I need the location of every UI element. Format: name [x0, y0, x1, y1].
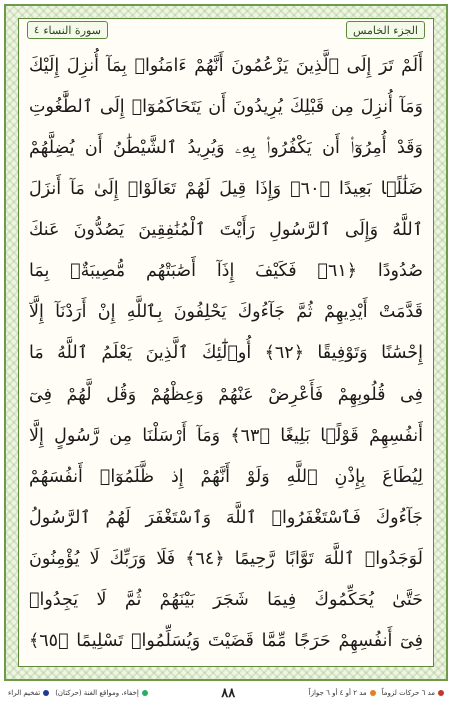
legend-item: مد ٦ حركات لزوماً	[382, 689, 444, 697]
page-frame	[4, 4, 448, 681]
text-line: فِىٓ أَنفُسِهِمْ حَرَجًا مِّمَّا قَضَيْتَ وَيُسَلِّمُوا۟ تَسْلِيمًا ﴿٦٥﴾	[29, 630, 423, 651]
quran-text	[29, 47, 423, 660]
text-line: أَلَمْ تَرَ إِلَى ٱلَّذِينَ يَزْعُمُونَ أَنَّهُمْ ءَامَنُوا۟ بِمَآ أُنزِلَ إِلَيْكَ	[29, 56, 423, 76]
legend-item: مد ٢ أو ٤ أو ٦ جوازاً	[309, 689, 376, 697]
page-footer	[4, 683, 448, 703]
text-line: إِحْسَٰنًا وَتَوْفِيقًا ﴿٦٢﴾ أُو۟لَٰٓئِكَ ٱلَّذِينَ يَعْلَمُ ٱللَّهُ مَا	[29, 343, 423, 364]
text-line: جَآءُوكَ فَٱسْتَغْفَرُوا۟ ٱللَّهَ وَٱسْتَغْفَرَ لَهُمُ ٱلرَّسُولُ	[29, 507, 423, 528]
surah-name: سورة النساء	[43, 23, 101, 37]
text-line: صُدُودًا ﴿٦١﴾ فَكَيْفَ إِذَآ أَصَٰبَتْهُم مُّصِيبَةٌۢ بِمَا	[29, 261, 423, 282]
legend-dot	[370, 690, 376, 696]
page-header	[19, 19, 433, 41]
tajweed-legend-right	[309, 689, 444, 697]
text-line: وَقَدْ أُمِرُوٓا۟ أَن يَكْفُرُوا۟ بِهِۦ وَيُرِيدُ ٱلشَّيْطَٰنُ أَن يُضِلَّهُمْ	[29, 138, 423, 159]
text-line: قَدَّمَتْ أَيْدِيهِمْ ثُمَّ جَآءُوكَ يَحْلِفُونَ بِٱللَّهِ إِنْ أَرَدْنَآ إِلَّآ	[29, 302, 423, 323]
juz-label	[346, 21, 425, 39]
text-line: أَنفُسِهِمْ قَوْلًۢا بَلِيغًا ﴿٦٣﴾ وَمَآ أَرْسَلْنَا مِن رَّسُولٍ إِلَّا	[29, 425, 423, 446]
legend-dot	[142, 690, 148, 696]
text-line: ضَلَٰلًۢا بَعِيدًا ﴿٦٠﴾ وَإِذَا قِيلَ لَهُمْ تَعَالَوْا۟ إِلَىٰ مَآ أَنزَلَ	[29, 179, 423, 200]
text-line: حَتَّىٰ يُحَكِّمُوكَ فِيمَا شَجَرَ بَيْنَهُمْ ثُمَّ لَا يَجِدُوا۟	[29, 589, 423, 610]
text-line: لَوَجَدُوا۟ ٱللَّهَ تَوَّابًا رَّحِيمًا ﴿٦٤﴾ فَلَا وَرَبِّكَ لَا يُؤْمِنُونَ	[29, 548, 423, 569]
text-line: ٱللَّهُ وَإِلَى ٱلرَّسُولِ رَأَيْتَ ٱلْمُنَٰفِقِينَ يَصُدُّونَ عَنكَ	[29, 220, 423, 241]
surah-label	[27, 21, 108, 39]
legend-dot	[438, 690, 444, 696]
juz-name: الجزء الخامس	[352, 23, 418, 37]
tajweed-legend-left	[8, 689, 148, 697]
text-line: لِيُطَاعَ بِإِذْنِ ٱللَّهِ وَلَوْ أَنَّهُمْ إِذ ظَّلَمُوٓا۟ أَنفُسَهُمْ	[29, 466, 423, 487]
juz-number: ٤	[34, 24, 40, 36]
page-number: ٨٨	[221, 685, 236, 701]
legend-dot	[43, 690, 49, 696]
text-panel	[18, 18, 434, 667]
text-line: وَمَآ أُنزِلَ مِن قَبْلِكَ يُرِيدُونَ أَن يَتَحَاكَمُوٓا۟ إِلَى ٱلطَّٰغُوتِ	[29, 97, 423, 118]
legend-item: إخفاء، ومواقع الغنة (حركتان)	[55, 689, 148, 697]
text-line: فِى قُلُوبِهِمْ فَأَعْرِضْ عَنْهُمْ وَعِظْهُمْ وَقُل لَّهُمْ فِىٓ	[29, 384, 423, 405]
legend-item: تفخيم الراء	[8, 689, 49, 697]
